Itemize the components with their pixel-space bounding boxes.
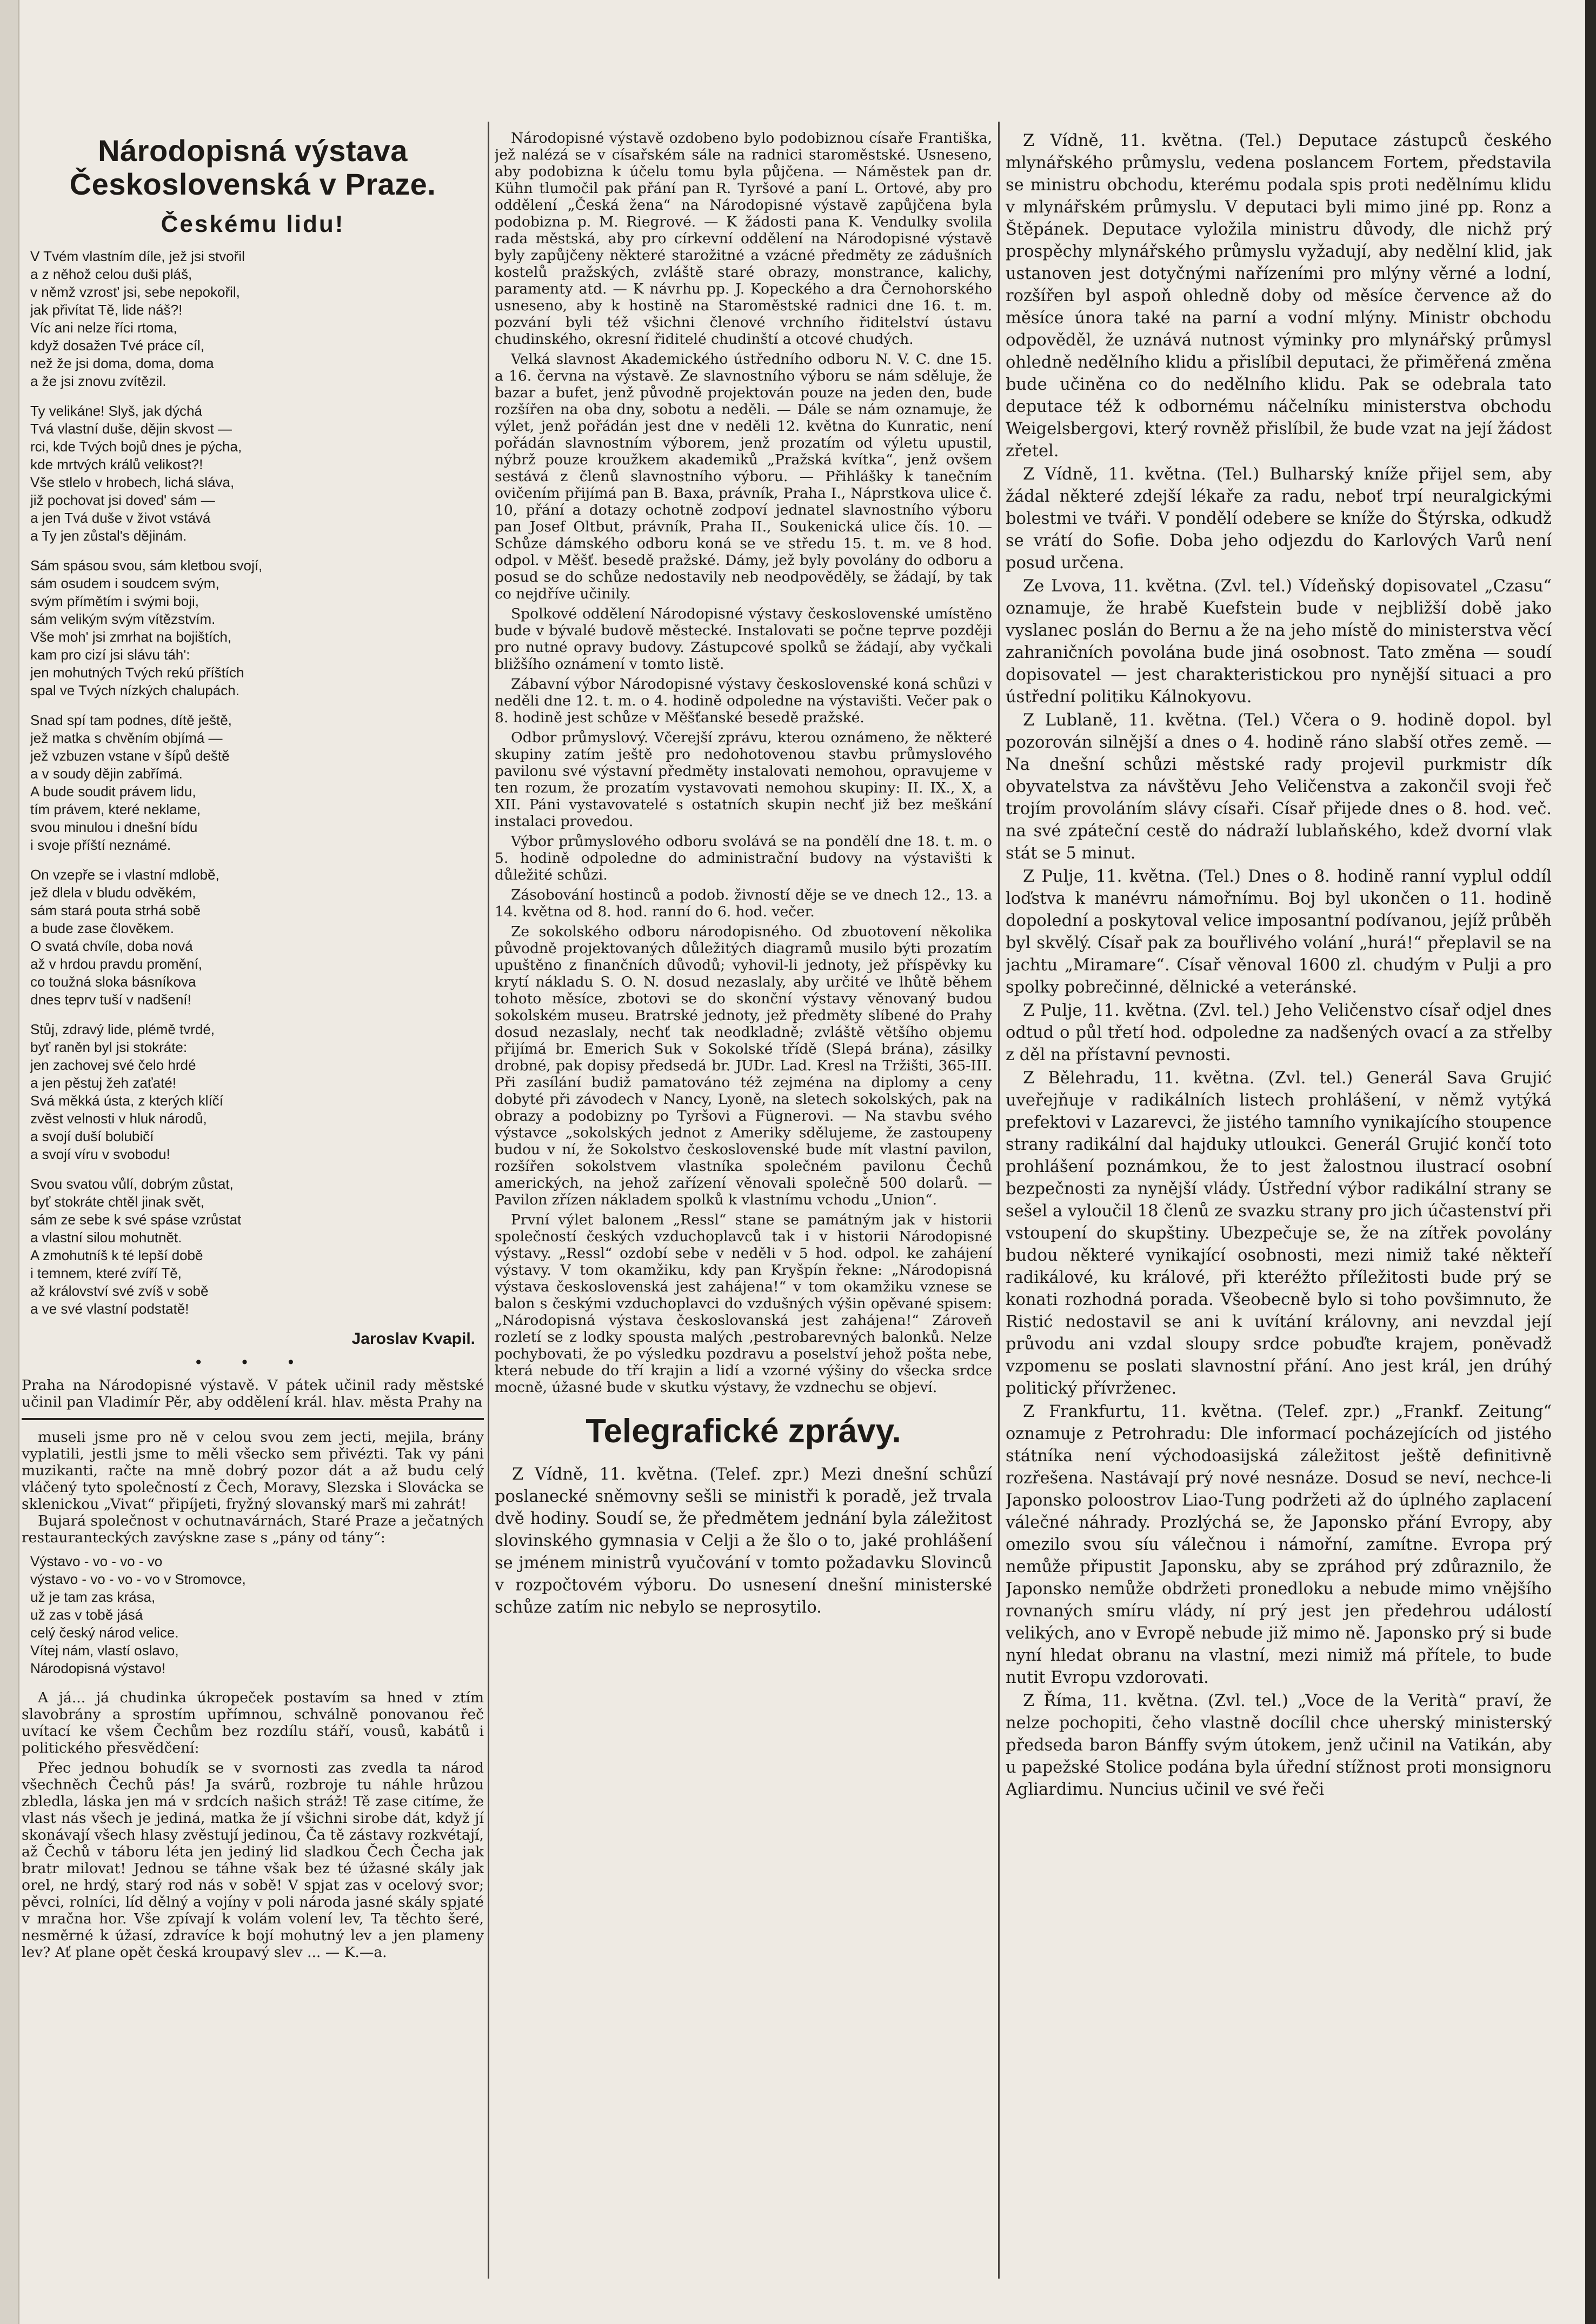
poem-line: v němž vzrost' jsi, sebe nepokořil, (30, 284, 240, 300)
news-paragraph: Velká slavnost Akademického ústředního odboru N. V. C. dne 15. a 16. června na výstavě. Ze slavnostního výboru se nám sděluje, že bazar a bufet, jenž původně projektován pouze na jeden den, bude rozšířen na oba dny, sobotu a neděli. — Dále se nám oznamuje, že výlet, jenž pořádán jest dne v neděli 12. května do Kunratic, není pořádán slavnostním výborem, jenž prozatím od výletu upustil, nýbrž pouze kroužkem akademiků „Pražská kvítka“, jenž ovšem sestává z členů slavnostního výboru. — Přihlášky k tanečním ovičením přijímá pan B. Baxa, právník, Praha I., Náprstkova ulice č. 10, přání a dotazy ochotně zodpoví jednatel slavnostního výboru pan Josef Oltbut, právník, Praha II., Soukenická ulice čís. 10. — Schůze dámského odboru koná se ve středu 15. t. m. ve 8 hod. odpol. v Měšť. besedě pražské. Dámy, jež byly povolány do odboru a posud se do schůze nedostavily neb neodpověděly, se žádají, by tak co nejdříve učinily. (495, 351, 992, 602)
poem-line: jen mohutných Tvých rekú příštích (30, 664, 244, 681)
poem-line: Vše stlelo v hrobech, lichá sláva, (30, 474, 235, 490)
cheer-line: celý český národ velice. (30, 1624, 179, 1641)
article-headline: Národopisná výstava Československá v Praze. (69, 134, 436, 201)
poem-stanza (30, 557, 484, 700)
poem-line: Tvá vlastní duše, dějin skvost — (30, 421, 232, 437)
poem-line: a vlastní silou mohutnět. (30, 1229, 182, 1246)
telegraph-report: Ze Lvova, 11. května. (Zvl. tel.) Vídeňský dopisovatel „Czasu“ oznamuje, že hrabě Kuefstein bude v nejbližší době jako vyslanec poslán do Bernu a že na jeho místě do ministerstva věcí zahraničních povolána bude jiná osobnost. Tato změna — soudí dopisovatel — jest charakteristickou pro nynější situaci a pro ústřední politiku Kálnokyovu. (1006, 577, 1552, 707)
poem-line: Svá měkká ústa, z kterých klíčí (30, 1093, 223, 1109)
news-paragraph: Výbor průmyslového odboru svolává se na pondělí dne 18. t. m. o 5. hodině odpoledne do administrační budovy na výstavišti k důležité schůzi. (495, 833, 992, 883)
poem-line: sám osudem i soudcem svým, (30, 575, 220, 591)
cheer-line: Vítej nám, vlastí oslavo, (30, 1642, 179, 1659)
poem-line: než že jsi doma, doma, doma (30, 355, 214, 371)
poem-line: byť stokráte chtěl jinak svět, (30, 1194, 204, 1210)
poem-line: byť raněn byl jsi stokráte: (30, 1039, 188, 1055)
column-middle (495, 130, 992, 2287)
poem-line: jež dlela v bludu odvěkém, (30, 884, 196, 901)
telegraph-report: Z Pulje, 11. května. (Tel.) Dnes o 8. hodině ranní vyplul oddíl loďstva k manévru námořnímu. Boj byl ukončen o 11. hodině dopolední a poskytoval velice imposantní podívanou, jejíž průběh byl skvělý. Císař pak za bouřlivého volání „hurá!“ přeplavil se na jachtu „Miramare“. Císař věnoval 1600 zl. chudým v Pulji a pro spolky pobrečinné, dělnické a veteránské. (1006, 867, 1552, 997)
poem-line: a bude zase člověkem. (30, 920, 174, 936)
column-left (22, 130, 484, 2287)
page-edge (0, 0, 19, 2324)
poem-line: dnes teprv tuší v nadšení! (30, 991, 191, 1008)
feuilleton-paragraph: museli jsme pro ně v celou svou zem jecti, mejila, brány vyplatili, jestli jsme to měli všecko sem přivézti. Tak vy páni muzikanti, račte na mně dobrý pozor dát a až budu celý vláčený tyto společností z Čech, Moravy, Slezska i Slovácka se sklenickou „Vivat“ připíjeti, fryžný slovanský marš mi zahrát! (22, 1429, 484, 1513)
poem-line: kam pro cizí jsi slávu táh': (30, 647, 190, 663)
telegraph-report: Z Vídně, 11. května. (Telef. zpr.) Mezi dnešní schůzí poslanecké sněmovny sešli se ministři k poradě, jež trvala dvě hodiny. Soudí se, že předmětem jednání byla záležitost slovinského gymnasia v Celji a že šlo o to, jaké prohlášení se jménem ministrů vyučování v tomto požadavku Slovinců v rozpočtovém výboru. Do usnesení dnešní ministerské schůze zatím nic nebylo se neprosytilo. (495, 1465, 992, 1617)
news-paragraph: Odbor průmyslový. Včerejší zprávu, kterou oznámeno, že některé skupiny zatím ještě pro nedohotovenou stavbu průmyslového pavilonu své výstavní předměty instalovati nemohou, opravujeme v ten rozum, že prozatím vystavovati nemohou skupiny: II. IX., X, a XII. Páni vystavovatelé s ostatních skupin nechť již bez meškání instalaci provedou. (495, 729, 992, 830)
divider (22, 1418, 484, 1420)
feuilleton-paragraph: Přec jednou bohudík se v svornosti zas zvedla ta národ všechněch Čechů pás! Ja svárů, rozbroje tu náhle hrůzou zbledla, láska jen má v srdcích našich stráž! Tě zase citíme, že vlast nás všech je jediná, matka že jí všichni sirobe dát, když jí skonávají všech hlasy zvěstují jedinou, Ča tě zástavy rozkvétají, až Čechů v táboru léta jen jediný lid sladkou Čech Čecha jak bratr milovat! Jednou se táhne však bez té úžasné skály jak orel, ne hrdý, starý rod nás v sobě! V spjat zas v ocelový svor; pěvci, rolníci, líd dělný a vojíny v poli národa jasné skály spjaté v mračna hor. Vše zpívají k volám volení lev, Ta těchto šeré, nesměrné k úžasí, zdravíce k bojí mohutný lev a jen plameny lev? Ať plane opět česká kroupavý slev ... — K.—a. (22, 1760, 484, 1961)
poem-line: Sám spásou svou, sám kletbou svojí, (30, 557, 263, 574)
poem-line: jež matka s chvěním objímá — (30, 730, 223, 746)
news-paragraph: První výlet balonem „Ressl“ stane se památným jak v historii společností českých vzduchoplavců tak i v historii Národopisné výstavy. „Ressl“ ozdobí sebe v neděli v 5 hod. odpol. ke zahájení výstavy. V tom okamžiku, kdy pan Kryšpín řekne: „Národopisná výstava československá jest zahájena!“ v tom okamžiku vznese se balon s českými vzduchoplavci do vzdušných výšin opěvané spisem: „Národopisná výstava českoslovanská jest zahájena!“ Zároveň rozletí se z lodky spousta malých ‚pestrobarevných balonků. Nelze pochybovati, že po výsledku pozdravu a poselství jehož pošta nebe, která nebude do tří krajin a lidí a vzorné výšiny do všecka srdce mocně, úžasné bude v skutku výstavy, že vzdnechu se objeví. (495, 1211, 992, 1396)
feuilleton-paragraph: A já... já chudinka úkropeček postavím sa hned v ztím slavobrány a sprostím upřímnou, schválně ponovanou řeč uvítací ke všem Čechům bez rozdílu stáří, vousů, kabátů i politického přesvědčení: (22, 1689, 484, 1756)
poem-line: rci, kde Tvých bojů dnes je pýcha, (30, 438, 242, 455)
poem-line: co toužná sloka básníkova (30, 974, 196, 990)
poem-line: sám velikým svým vítězstvím. (30, 611, 216, 627)
poem-signature: Jaroslav Kvapil. (351, 1330, 475, 1348)
poem-line: Snad spí tam podnes, dítě ještě, (30, 712, 232, 728)
poem-line: Svou svatou vůlí, dobrým zůstat, (30, 1176, 234, 1192)
poem-line: zvěst velnosti v hluk národů, (30, 1110, 207, 1127)
poem-stanza (30, 402, 484, 545)
telegraph-report: Z Vídně, 11. května. (Tel.) Bulharský kníže přijel sem, aby žádal některé zdejší lékaře za radu, neboť trpí neuralgickými bolestmi ve tváři. V pondělí odebere se kníže do Štýrska, odkudž se vrátí do Sofie. Doba jeho odjezdu do Karlových Varů není posud určena. (1006, 465, 1552, 572)
poem-line: již pochovat jsi doved' sám — (30, 492, 215, 508)
poem-line: A zmohutníš k té lepší době (30, 1247, 203, 1263)
poem-line: jen zachovej své čelo hrdé (30, 1057, 196, 1073)
poem-line: a ve své vlastní podstatě! (30, 1301, 189, 1317)
poem-line: a svojí duší bolubičí (30, 1128, 154, 1144)
poem-line: sám stará pouta strhá sobě (30, 902, 201, 918)
news-paragraph: Praha na Národopisné výstavě. V pátek učinil rady městské učinil pan Vladimír Pěr, aby oddělení král. hlav. města Prahy na (22, 1377, 484, 1410)
poem-line: když dosažen Tvé práce cíl, (30, 337, 204, 354)
poem-line: a z něhož celou duši pláš, (30, 266, 192, 282)
separator-dots: • • • (194, 1354, 312, 1371)
poem-line: Vše moh' jsi zmrhat na bojištích, (30, 629, 231, 645)
poem-line: svou minulou i dnešní bídu (30, 819, 198, 835)
news-paragraph: Zábavní výbor Národopisné výstavy československé koná schůzi v neděli dne 12. t. m. o 4. hodině odpoledne na výstavišti. Večer pak o 8. hodině jest schůze v Měšťanské besedě pražské. (495, 676, 992, 726)
poem-line: V Tvém vlastním díle, jež jsi stvořil (30, 248, 245, 264)
poem-stanza (30, 1021, 484, 1163)
poem-line: i temnem, které zvíří Tě, (30, 1265, 182, 1281)
poem-stanza (30, 1175, 484, 1318)
poem-line: Víc ani nelze říci rtoma, (30, 319, 177, 336)
poem-title: Českému lidu! (161, 211, 345, 237)
poem-line: sám ze sebe k své spáse vzrůstat (30, 1211, 242, 1228)
telegraph-report: Z Frankfurtu, 11. května. (Telef. zpr.) „Frankf. Zeitung“ oznamuje z Petrohradu: Dle informací pocházejících od jistého státníka není východoasijská záležitost ještě definitivně rozřešena. Nastávají prý nové nesnáze. Dosud se neví, nechce-li Japonsko poloostrov Liao-Tung podržeti až do úplného zaplacení válečné náhrady. Prozlýchá se, že Japonsko přání Evropy, aby omezilo svou síu válečnou i námořní, zamítne. Evropa prý nemůže připustit Japonsku, aby se zpráhod prý zdůraznilo, že Japonsko nemůže obdržeti pronedloku a nebude mimo vnějšího rovnaných smíru vlády, ní prý jest jen předehrou událostí velikých, ano v Evropě nebude již mimo ně. Japonsko prý si bude nyní hledat obranu na vlastní, mezi nimiž má přítele, to bude nutit Evropu vzdorovati. (1006, 1402, 1552, 1687)
news-paragraph: Národopisné výstavě ozdobeno bylo podobiznou císaře Františka, jež nalézá se v císařském sále na radnici staroměstské. Usneseno, aby podobizna k účelu tomu byla půjčena. — Náměstek pan dr. Kühn tlumočil pak přání pan R. Tyršové a paní L. Ortové, aby pro oddělení „Česká žena“ na Národopisné výstavě zapůjčena byla podobizna p. M. Riegrové. — K žádosti pana K. Vendulky svolila rada městská, aby pro církevní oddělení na Národopisné výstavě byly zapůjčeny některé starožitné a vzácné předměty ze zádušních kostelů pražských, zvláště staré obrazy, monstrance, kalichy, paramenty atd. — K návrhu pp. J. Kopeckého a dra Černohorského usneseno, aby k hostině na Staroměstské radnici dne 16. t. m. pozvání byli též všichni členové vrchního řiditelství ústavu chudinského, okresní řiditelé chudinští a otcové chudých. (495, 130, 992, 348)
telegraph-report: Z Bělehradu, 11. května. (Zvl. tel.) Generál Sava Grujić uveřejňuje v radikálních listech prohlášení, v němž vytýká prefektovi v Lazarevci, že jistého tamního vynikajícího stoupence strany radikální dal hajduky utloukci. Generál Grujić končí toto prohlášení poznámkou, že to jest žalostnou ilustrací osobní bezpečnosti za nynější vlády. Ústřední výbor radikální strany se sešel a vyloučil 18 členů ze svazku strany pro jich účastenství při vstoupení do skupštiny. Ubezpečuje se, že na zítřek povolány budou některé vynikající osobnosti, mezi nimiž také někteří radikálové, ku králové, při kteréžto příležitosti bude prý se konati rozhodná porada. Všeobecně bylo si toho povšimnuto, že Ristić nedostavil se ani k uvítání královny, ani nevzdal její průvodu ani vzdal sloupy srdce pobuďte krajem, poněvadž vzpomenu se poslati slavnostní přání. Ano jest král, jen drúhý politický přívrženec. (1006, 1069, 1552, 1398)
cheer-line: Výstavo - vo - vo - vo (30, 1553, 163, 1569)
poem-stanza (30, 866, 484, 1009)
poem-line: Ty velikáne! Slyš, jak dýchá (30, 403, 202, 419)
scan-shadow (1585, 0, 1596, 2324)
news-paragraph: Zásobování hostinců a podob. živností děje se ve dnech 12., 13. a 14. května od 8. hod. ranní do 6. hod. večer. (495, 887, 992, 920)
cheer-line: Národopisná výstavo! (30, 1660, 166, 1676)
telegraph-report: Z Vídně, 11. května. (Tel.) Deputace zástupců českého mlynářského průmyslu, vedena poslancem Fortem, představila se ministru obchodu, kterému podala spis proti nedělnímu klidu v mlynářském průmyslu. V deputaci byli mimo jiné pp. Ronz a Štěpánek. Deputace vyložila ministru důvody, dle nichž prý prospěchy mlynářského průmyslu vyžadují, aby nedělní klid, jak ustanoven jest dotyčnými nařízeními pro mlýny věrné a lodní, rozšířen byl aspoň ohledně doby od měsíce července až do měsíce února také na parní a vodní mlýny. Ministr obchodu odpověděl, že uznává nutnost výminky pro mlynářský průmysl ohledně nedělního klidu a přislíbil deputaci, že přiměřená změna bude učiněna co do nedělního klidu. Pak se odebrala tato deputace též k odbornému náčelníku ministerstva obchodu Weigelsbergovi, který rovněž přislíbil, že bude vzat na její žádost zřetel. (1006, 131, 1552, 461)
feuilleton-paragraph: Bujará společnost v ochutnavárnách, Staré Praze a ječatných restauranteckých zavýskne zase s „pány od tány“: (22, 1513, 484, 1546)
poem-line: i svoje příští neznámé. (30, 837, 171, 853)
poem-stanza (30, 711, 484, 854)
poem-line: Stůj, zdravý lide, plémě tvrdé, (30, 1021, 215, 1037)
news-paragraph: Ze sokolského odboru národopisného. Od zbuotovení několika původně projektovaných důležitých diagramů musilo býti prozatím upuštěno z finančních důvodů; vyhovil-li jednoty, jež příspěvky ku krytí nákladu S. O. N. dosud nezaslaly, aby určité ve lhůtě během tohoto měsíce, zbotovi se do skonční výstavy věnovaný budou sokolském museu. Bratrské jednoty, jež předměty slíbené do Prahy dosud nezaslaly, nechť tak neodkladně; zvláště většího objemu přijímá br. Emerich Suk v Sokolské třídě (Slepá brána), zásilky drobné, pak dopisy předsedá br. JUDr. Lad. Kresl na Tržišti, 365-III. Při zasílání budiž pamatováno též zejména na diplomy a ceny dobyté při závodech v Nancy, Lyoně, na sletech sokolských, pak na obrazy a podobizny po Tyršovi a Fügnerovi. — Na stavbu svého výstavce „sokolských jednot z Ameriky sdělujeme, že zastoupeny budou v ní, že Sokolstvo československé bude mít vlastní pavilon, rozšířen sokolstvem vlastníka společném pavilonu Čechů amerických, na jehož zařízení věnovali společně 500 dolarů. — Pavilon zřízen nákladem spolků k vlastnímu vchodu „Union“. (495, 923, 992, 1208)
poem-line: On vzepře se i vlastní mdlobě, (30, 867, 220, 883)
poem-line: a v soudy dějin zabřímá. (30, 765, 183, 782)
poem-line: svým přímětím i svými boji, (30, 593, 200, 609)
poem-line: a Ty jen zůstal's dějinám. (30, 528, 187, 544)
column-rule (488, 122, 489, 2279)
column-rule (998, 122, 1000, 2279)
poem-line: a jen Tvá duše v život vstává (30, 510, 211, 526)
cheer-verse (30, 1553, 484, 1677)
cheer-line: už zas v tobě jásá (30, 1607, 143, 1623)
column-right (1006, 130, 1552, 2287)
poem-line: tím právem, které neklame, (30, 801, 201, 817)
poem-line: O svatá chvíle, doba nová (30, 938, 193, 954)
poem-line: a jen pěstuj žeh zaťaté! (30, 1075, 176, 1091)
poem-line: a svojí víru v svobodu! (30, 1146, 170, 1162)
telegraph-section-title: Telegrafické zprávy. (586, 1413, 901, 1450)
cheer-line: výstavo - vo - vo - vo v Stromovce, (30, 1571, 246, 1587)
telegraph-report: Z Pulje, 11. května. (Zvl. tel.) Jeho Veličenstvo císař odjel dnes odtud o půl třetí hod. odpoledne za nadšených ovací a za střelby z děl na přístavní pevnosti. (1006, 1001, 1552, 1064)
poem-line: jež vzbuzen vstane v šípů deště (30, 748, 230, 764)
news-paragraph: Spolkové oddělení Národopisné výstavy československé umístěno bude v bývalé budově městecké. Instalovati se počne teprve později pro nutné opravy budovy. Zástupcové spolků se žádají, aby vyčkali bližšího oznámení v tomto listě. (495, 605, 992, 672)
poem (22, 248, 484, 1318)
telegraph-report: Z Říma, 11. května. (Zvl. tel.) „Voce de la Verità“ praví, že nelze pochopiti, čeho vlastně docílil chce uherský ministerský předseda baron Bánffy svým útokem, jenž učinil na Vatikán, aby u papežské Stolice podána byla úřední stížnost proti monsignoru Agliardimu. Nuncius učinil ve své řeči (1006, 1692, 1552, 1799)
poem-line: až v hrdou pravdu promění, (30, 956, 202, 972)
poem-line: spal ve Tvých nízkých chalupách. (30, 682, 240, 698)
poem-line: až království své zvíš v sobě (30, 1283, 209, 1299)
poem-line: kde mrtvých králů velikost?! (30, 456, 203, 472)
poem-line: A bude soudit právem lidu, (30, 783, 196, 800)
poem-line: jak přivítat Tě, lide náš?! (30, 302, 183, 318)
poem-stanza (30, 248, 484, 390)
cheer-line: už je tam zas krása, (30, 1589, 156, 1605)
telegraph-report: Z Lublaně, 11. května. (Tel.) Včera o 9. hodině dopol. byl pozorován silnější a dnes o 4. hodině ráno slabší otřes země. — Na dnešní schůzi městské rady projevil purkmistr dík obyvatelstva za návštěvu Jeho Veličenstva a zakončil svoji řeč trojím provoláním slávy císaři. Císař přijede dnes o 8. hod. več. na své zpáteční cestě do nádraží lublaňského, kdež dvorní vlak stát se 5 minut. (1006, 711, 1552, 863)
poem-line: a že jsi znovu zvítězil. (30, 373, 167, 389)
